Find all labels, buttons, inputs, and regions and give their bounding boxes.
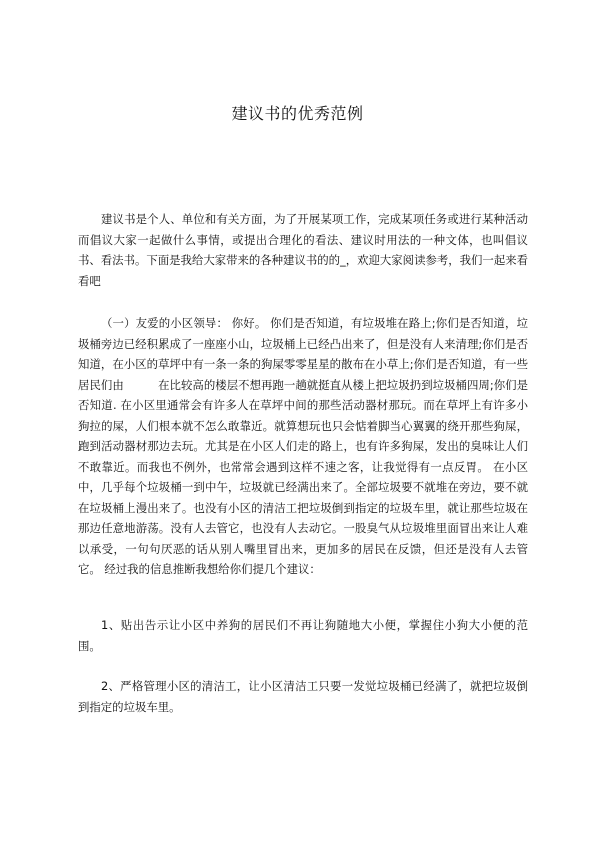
suggestion-1-paragraph: 1、贴出告示让小区中养狗的居民们不再让狗随地大小便，掌握住小狗大小便的范围。 [78,618,528,653]
intro-paragraph: 建议书是个人、单位和有关方面，为了开展某项工作，完成某项任务或进行某种活动而倡议大家一起做什么事情，或提出合理化的看法、建议时用法的一种文体，也叫倡议书、看法书。下面是我给大家带来的各种建议书的的_，欢迎大家阅读参考，我们一起来看看吧 [78,212,528,288]
suggestion-2-paragraph: 2、严格管理小区的清洁工，让小区清洁工只要一发觉垃圾桶已经满了，就把垃圾倒到指定的垃圾车里。 [78,679,528,714]
letter-body-paragraph: （一）友爱的小区领导： 你好。 你们是否知道，有垃圾堆在路上;你们是否知道，垃圾桶旁边已经积累成了一座座小山，垃圾桶上已经凸出来了，但是没有人来清理;你们是否知道，在小区的草坪中有一条一条的狗屎零零星星的散布在小草上;你们是否知道，有一些居民们由 在比较高的楼层不想再跑一趟就挺直从楼上把垃圾扔到垃圾桶四周;你们是否知道. 在小区里通常会有许多人在草坪中间的那些活动器材那玩。而在草坪上有许多小狗拉的屎，人们根本就不怎么敢靠近。就算想玩也只会惦着脚当心翼翼的绕开那些狗屎，跑到活动器材那边去玩。尤其是在小区人们走的路上，也有许多狗屎，发出的臭味让人们不敢靠近。而我也不例外，也常常会遇到这样不速之客，让我觉得有一点反胃。 在小区中，几乎每个垃圾桶一到中午，垃圾就已经满出来了。全部垃圾要不就堆在旁边，要不就在垃圾桶上漫出来了。也没有小区的清洁工把垃圾倒到指定的垃圾车里，就让那些垃圾在那边任意地游荡。没有人去管它，也没有人去动它。一股臭气从垃圾堆里面冒出来让人难以承受，一句句厌恶的话从别人嘴里冒出来，更加多的居民在反馈，但还是没有人去管它。 经过我的信息推断我想给你们提几个建议： [78,316,528,576]
document-title: 建议书的优秀范例 [231,104,364,123]
